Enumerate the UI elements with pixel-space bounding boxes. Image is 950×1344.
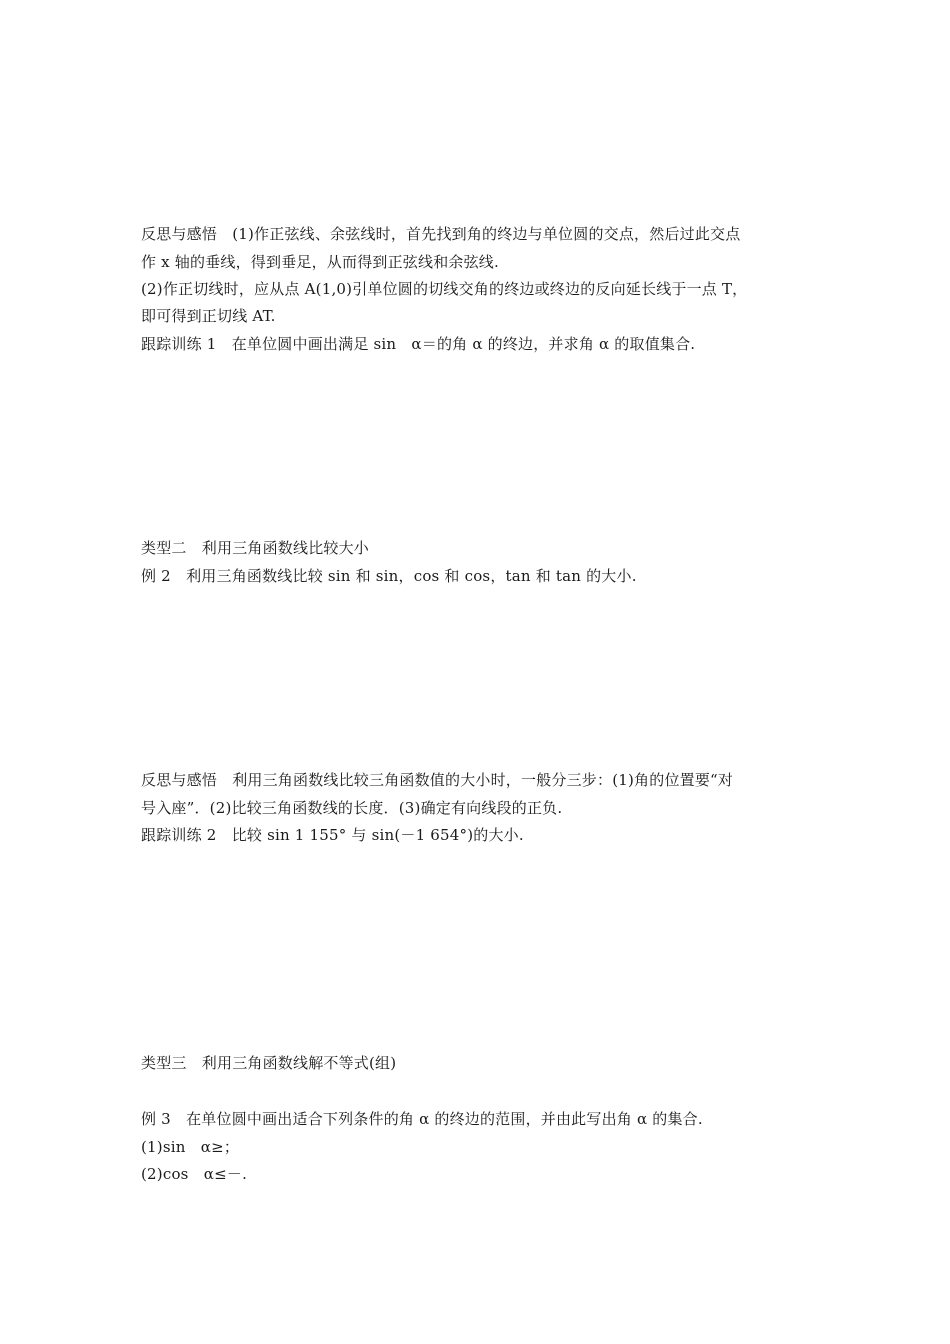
reflection-2-line-2: 号入座”．(2)比较三角函数线的长度．(3)确定有向线段的正负. xyxy=(141,799,563,817)
example-3-item-1: (1)sin α≥； xyxy=(141,1138,240,1156)
reflection-1-line-2: 作 x 轴的垂线，得到垂足，从而得到正弦线和余弦线. xyxy=(141,253,499,271)
type-3-heading: 类型三 利用三角函数线解不等式(组) xyxy=(141,1054,397,1072)
practice-2: 跟踪训练 2 比较 sin 1 155° 与 sin(－1 654°)的大小. xyxy=(141,826,524,844)
reflection-1-line-1: 反思与感悟 (1)作正弦线、余弦线时，首先找到角的终边与单位圆的交点，然后过此交点 xyxy=(141,225,741,243)
reflection-1-line-3: (2)作正切线时，应从点 A(1,0)引单位圆的切线交角的终边或终边的反向延长线于一点 T， xyxy=(141,280,748,298)
example-3-item-2: (2)cos α≤－. xyxy=(141,1165,248,1183)
example-2: 例 2 利用三角函数线比较 sin 和 sin，cos 和 cos，tan 和 tan 的大小. xyxy=(141,567,637,585)
reflection-2-line-1: 反思与感悟 利用三角函数线比较三角函数值的大小时，一般分三步：(1)角的位置要“对 xyxy=(141,771,734,789)
reflection-1-line-4: 即可得到正切线 AT. xyxy=(141,307,276,325)
type-2-heading: 类型二 利用三角函数线比较大小 xyxy=(141,539,370,557)
practice-1: 跟踪训练 1 在单位圆中画出满足 sin α＝的角 α 的终边，并求角 α 的取值集合. xyxy=(141,335,696,353)
example-3: 例 3 在单位圆中画出适合下列条件的角 α 的终边的范围，并由此写出角 α 的集合. xyxy=(141,1110,703,1128)
